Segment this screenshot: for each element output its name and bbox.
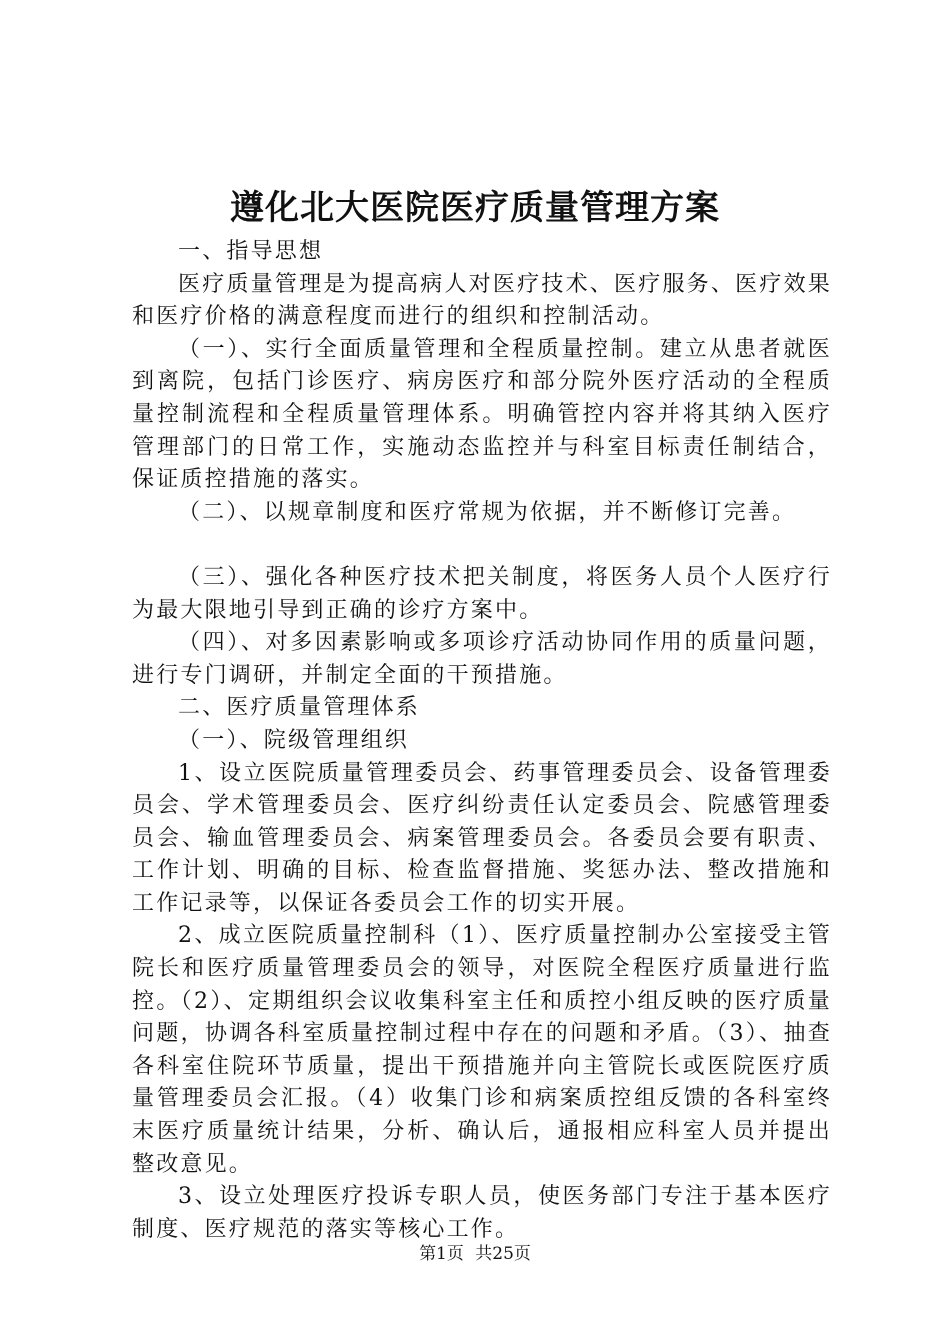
page-footer [0,1242,950,1266]
section-heading: 一、指导思想 [178,239,324,264]
page-number: 第1页 [419,1244,464,1264]
blank-line [132,529,832,562]
paragraph: （三）、强化各种医疗技术把关制度，将医务人员个人医疗行为最大限地引导到正确的诊疗方案中。 [132,564,832,623]
subsection-heading: （一）、院级管理组织 [178,727,410,753]
paragraph: （二）、以规章制度和医疗常规为依据，并不断修订完善。 [178,499,797,525]
document-title: 遵化北大医院医疗质量管理方案 [230,188,720,228]
paragraph: 2、成立医院质量控制科（1）、医疗质量控制办公室接受主管院长和医疗质量管理委员会的领导，对医院全程医疗质量进行监控。（2）、定期组织会议收集科室主任和质控小组反映的医疗质量问题，协调各科室质量控制过程中存在的问题和矛盾。（3）、抽查各科室住院环节质量，提出干预措施并向主管院长或医院医疗质量管理委员会汇报。（4）收集门诊和病案质控组反馈的各科室终末医疗质量统计结果，分析、确认后，通报相应科室人员并提出整改意见。 [132,923,832,1177]
section-heading: 二、医疗质量管理体系 [178,695,421,721]
paragraph: （四）、对多因素影响或多项诊疗活动协同作用的质量问题，进行专门调研，并制定全面的干预措施。 [132,630,832,688]
paragraph: 医疗质量管理是为提高病人对医疗技术、医疗服务、医疗效果和医疗价格的满意程度而进行的组织和控制活动。 [132,271,832,330]
total-pages: 共25页 [475,1244,531,1264]
document-body [132,236,832,1246]
paragraph: 3、设立处理医疗投诉专职人员，使医务部门专注于基本医疗制度、医疗规范的落实等核心工作。 [132,1184,832,1242]
paragraph: （一）、实行全面质量管理和全程质量控制。建立从患者就医到离院，包括门诊医疗、病房医疗和部分院外医疗活动的全程质量控制流程和全程质量管理体系。明确管控内容并将其纳入医疗管理部门的日常工作，实施动态监控并与科室目标责任制结合，保证质控措施的落实。 [132,336,832,493]
paragraph: 1、设立医院质量管理委员会、药事管理委员会、设备管理委员会、学术管理委员会、医疗纠纷责任认定委员会、院感管理委员会、输血管理委员会、病案管理委员会。各委员会要有职责、工作计划、明确的目标、检查监督措施、奖惩办法、整改措施和工作记录等，以保证各委员会工作的切实开展。 [132,760,832,916]
